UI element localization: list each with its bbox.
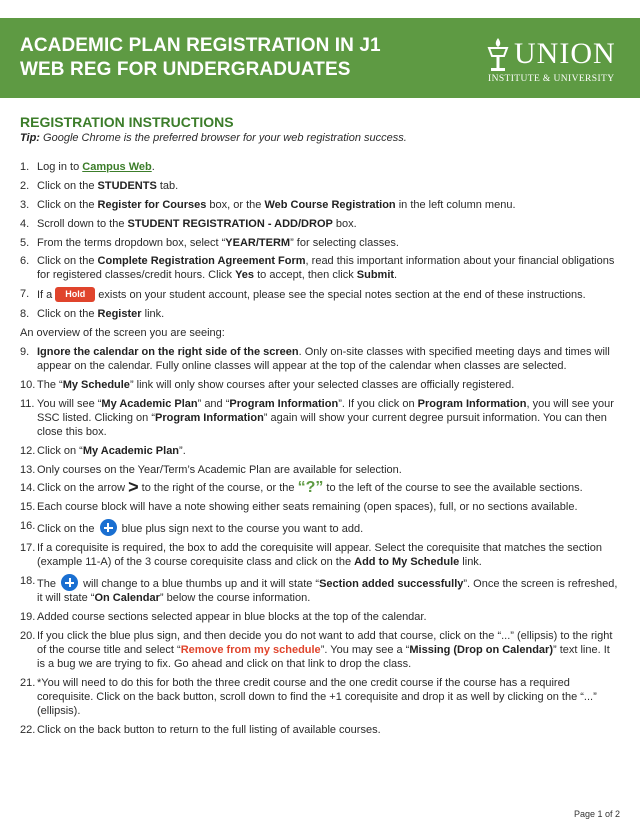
list-item: 1. Log in to Campus Web. (20, 161, 155, 173)
remove-from-schedule-text: Remove from my schedule (180, 643, 321, 656)
campus-web-link[interactable]: Campus Web (82, 161, 152, 173)
page-number: Page 1 of 2 (573, 809, 620, 819)
list-item: 13. Only courses on the Year/Term’s Academic Plan are available for selection. (20, 463, 402, 476)
list-item: 5. From the terms dropdown box, select “YEAR/TERM” for selecting classes. (20, 236, 399, 249)
blue-plus-icon (100, 519, 117, 536)
hold-badge: Hold (55, 287, 95, 302)
tip-body: Google Chrome is the preferred browser for your web registration success. (43, 132, 407, 144)
list-item: 14. Click on the arrow > to the right of the course, or the “?” to the left of the course to see the available sections. (20, 477, 583, 498)
list-item: 16. Click on the blue plus sign next to the course you want to add. (20, 520, 364, 536)
list-item: 21. *You will need to do this for both the three credit course and the one credit course if the course has a required corequisite. Click on the back button, scroll down to find the +1 corequisite and drop it as well by clicking on the “...” (ellipsis). (20, 676, 597, 717)
blue-plus-icon (61, 574, 78, 591)
instruction-list (20, 160, 620, 741)
list-item: 12. Click on “My Academic Plan”. (20, 444, 186, 457)
list-item: 8. Click on the Register link. (20, 308, 165, 321)
list-item: 17. If a corequisite is required, the box to add the corequisite will appear. Select the corequisite that matches the section (example 11-A) of the 3 course corequisite class and click on the Add to My Schedule link. (20, 542, 602, 569)
list-item: 4. Scroll down to the STUDENT REGISTRATION - ADD/DROP box. (20, 217, 357, 230)
list-item: 20. If you click the blue plus sign, and then decide you do not want to add that course, click on the “...” (ellipsis) to the right of the course title and select “Remove from my schedule”. You may see a “Missing (Drop on Calendar)” text line. It is a bug we are trying to fix. Go ahead and click on that link to drop the class. (20, 629, 613, 670)
logo-wordmark: UNION (514, 37, 616, 70)
list-item: 7. If a Hold exists on your student account, please see the special notes section at the end of these instructions. (20, 288, 586, 302)
tip-label: Tip: (20, 132, 40, 144)
header-banner (0, 18, 640, 98)
list-item: 9. Ignore the calendar on the right side of the screen. Only on-site classes with specified meeting days and times will appear on the calendar. Fully online classes will appear at the top of the calendar when classes are selected. (20, 346, 610, 373)
list-item: 10. The “My Schedule” link will only show courses after your selected classes are officially registered. (20, 378, 515, 391)
logo-subtitle: INSTITUTE & UNIVERSITY (488, 74, 615, 84)
list-item: 19. Added course sections selected appear in blue blocks at the top of the calendar. (20, 610, 427, 623)
list-item: 15. Each course block will have a note showing either seats remaining (open spaces), full, or no sections available. (20, 501, 578, 514)
arrow-right-icon: > (128, 477, 139, 498)
list-item: 2. Click on the STUDENTS tab. (20, 179, 179, 192)
section-title: REGISTRATION INSTRUCTIONS (20, 114, 234, 130)
tip-text (20, 132, 407, 144)
question-mark-icon: “?” (297, 479, 324, 497)
list-item: 11. You will see “My Academic Plan” and “Program Information”. If you click on Program Information, you will see your SSC listed. Clicking on “Program Information” again will show your current degree pursuit information. You can then close this box. (20, 397, 614, 438)
lamp-icon (486, 36, 510, 76)
list-item: 6. Click on the Complete Registration Agreement Form, read this important information about your financial obligations for registered classes/credit hours. Click Yes to accept, then click Submit. (20, 255, 615, 282)
list-item: 18. The will change to a blue thumbs up and it will state “Section added successfully”. Once the screen is refreshed, it will state “On Calendar” below the course information. (20, 575, 618, 605)
union-logo (486, 36, 626, 84)
list-item: 3. Click on the Register for Courses box, or the Web Course Registration in the left column menu. (20, 198, 516, 211)
page-title: ACADEMIC PLAN REGISTRATION IN J1 WEB REG FOR UNDERGRADUATES (20, 35, 381, 80)
list-item: 22. Click on the back button to return to the full listing of available courses. (20, 723, 381, 736)
overview-text: An overview of the screen you are seeing: (20, 327, 225, 340)
